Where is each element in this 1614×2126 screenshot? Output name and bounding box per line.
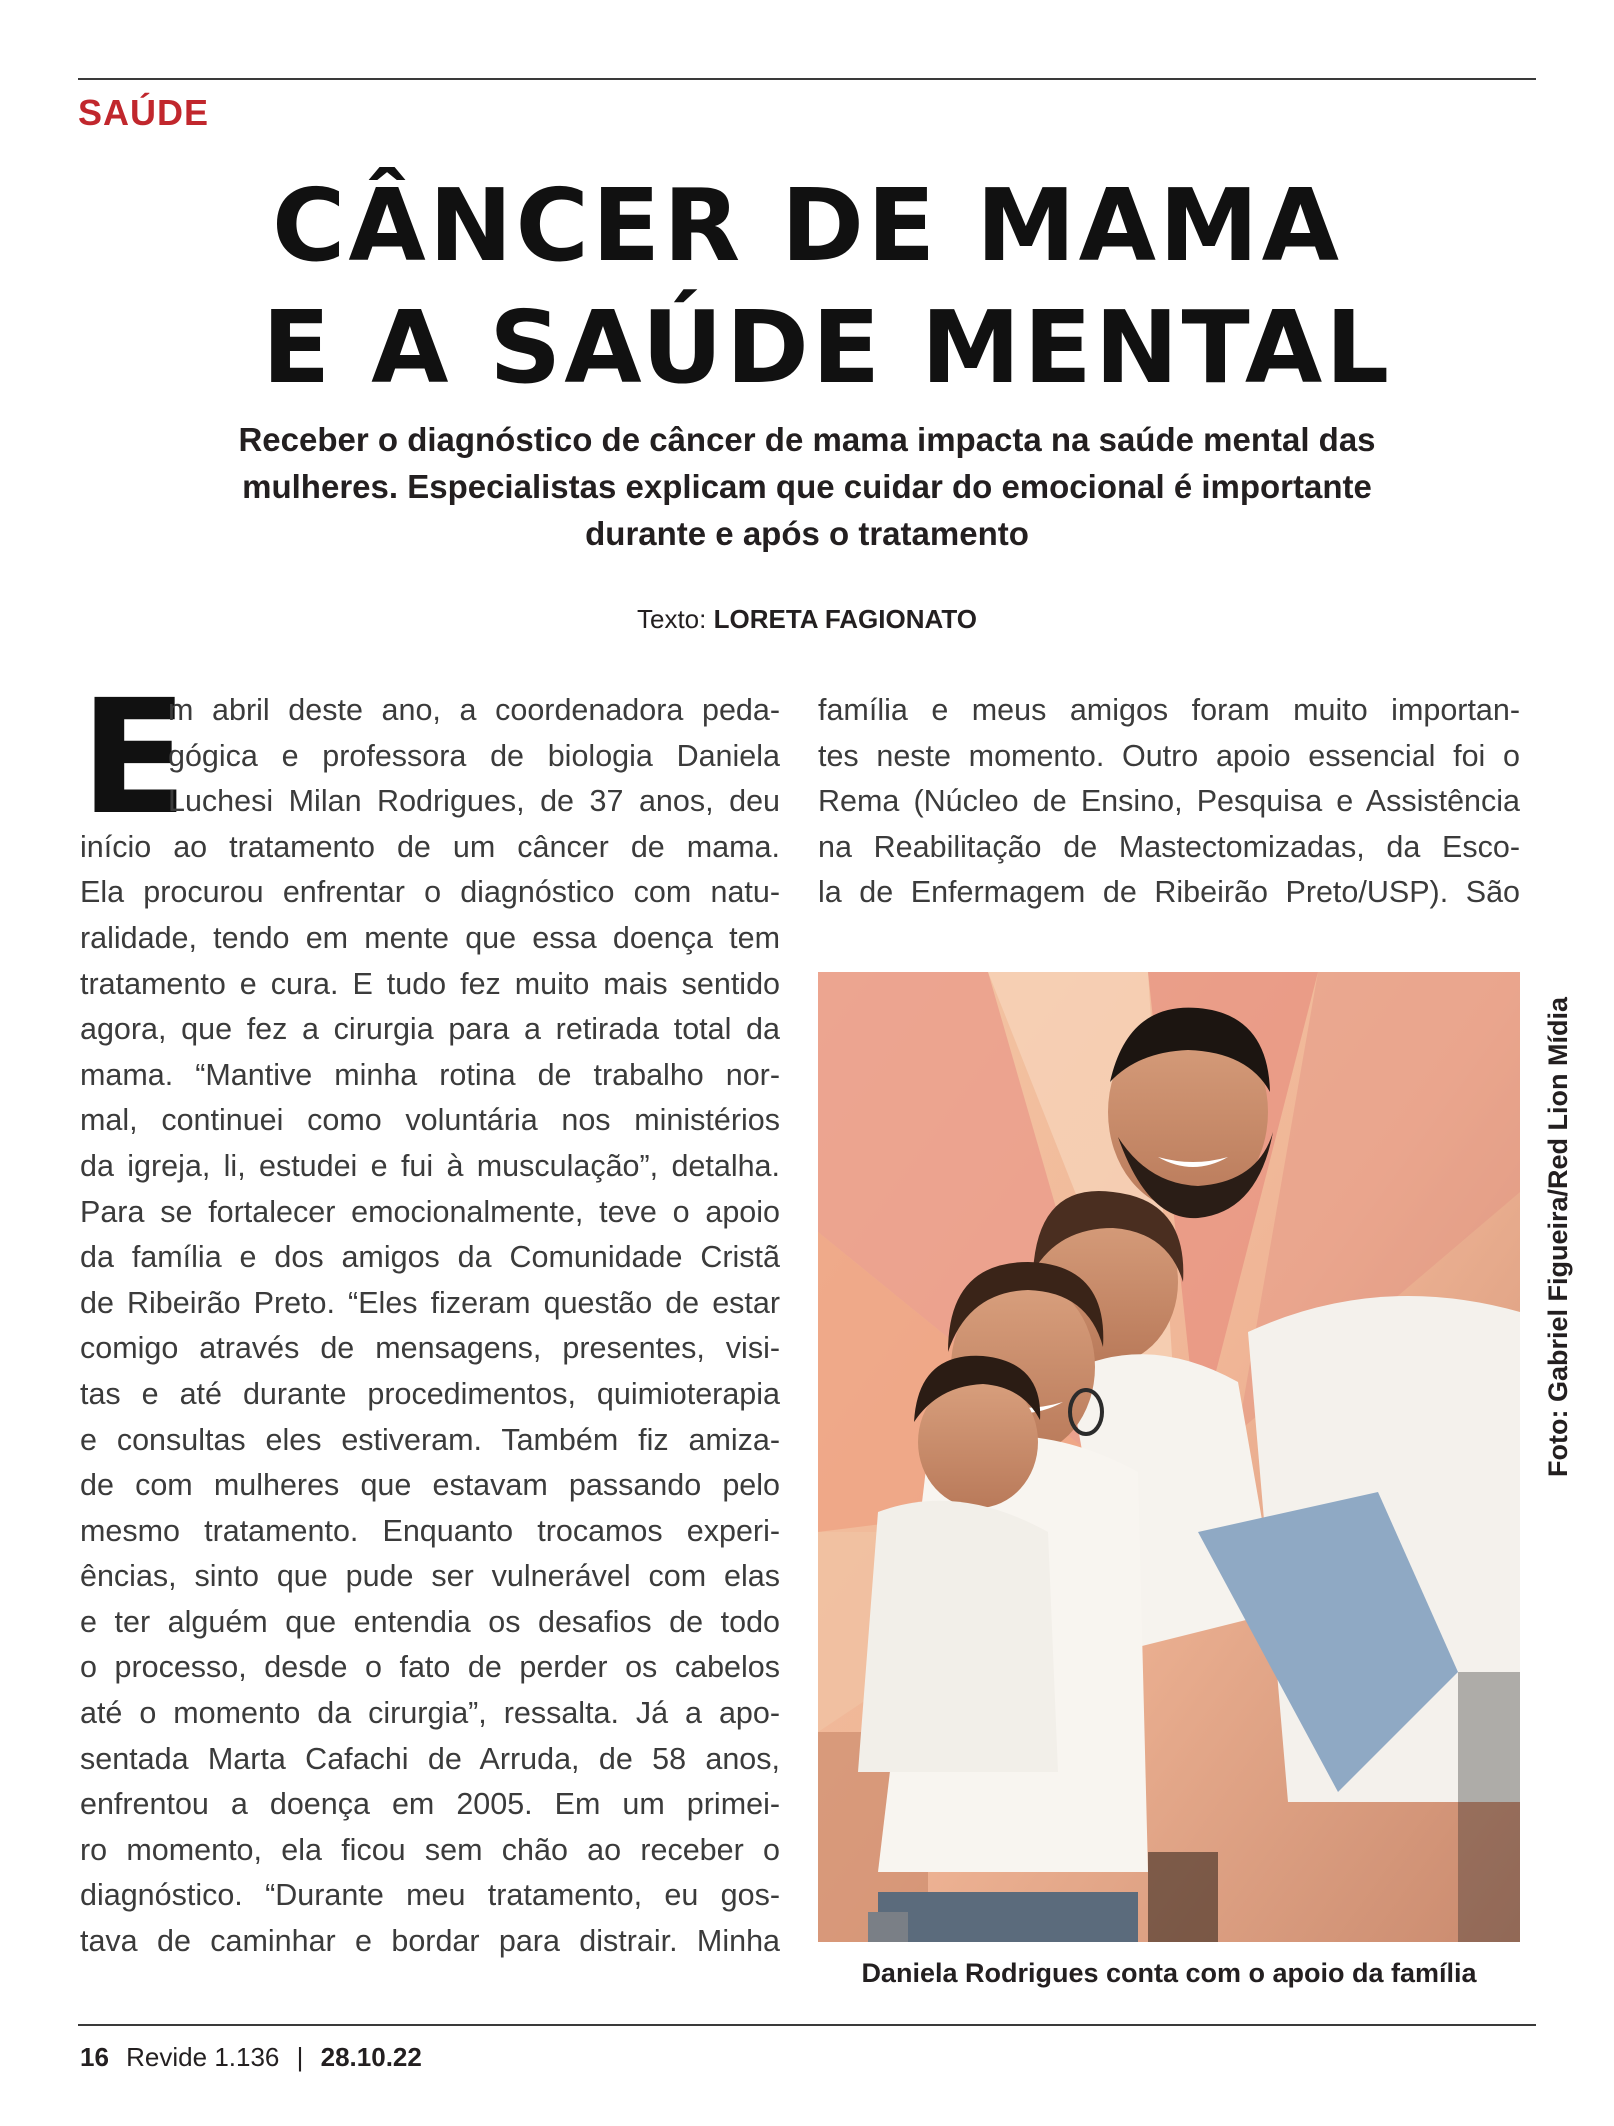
article-dek: Receber o diagnóstico de câncer de mama impacta na saúde mental das mulheres. Especialistas explicam que cuidar do emocional é importante durante e após o tratamento — [238, 421, 1376, 552]
body-line: da igreja, li, estudei e fui à musculação”, detalha. — [80, 1148, 780, 1183]
page-number: 16 — [80, 2042, 109, 2072]
body-line: de com mulheres que estavam passando pelo — [80, 1468, 780, 1503]
body-line: agora, que fez a cirurgia para a retirada total da — [80, 1012, 780, 1047]
drop-cap: E — [80, 666, 188, 850]
body-line: sentada Marta Cafachi de Arruda, de 58 anos, — [80, 1741, 780, 1776]
body-line: la de Enfermagem de Ribeirão Preto/USP). São — [818, 875, 1520, 910]
footer-separator: | — [296, 2042, 304, 2072]
section-label: SAÚDE — [78, 92, 210, 133]
photo-credit-text: Foto: Gabriel Figueira/Red Lion Mídia — [1543, 997, 1573, 1478]
byline-label: Texto: — [637, 604, 707, 634]
family-photo-illustration — [818, 972, 1520, 1942]
top-rule — [78, 78, 1536, 80]
byline-author: LORETA FAGIONATO — [713, 604, 977, 634]
body-line: gógica e professora de biologia Daniela — [168, 738, 780, 773]
body-line: família e meus amigos foram muito importan- — [818, 693, 1520, 727]
body-line: mal, continuei como voluntária nos ministérios — [80, 1103, 780, 1138]
body-line: mesmo tratamento. Enquanto trocamos experi- — [80, 1513, 780, 1548]
issue-date: 28.10.22 — [320, 2042, 422, 2072]
body-line: início ao tratamento de um câncer de mama. — [80, 829, 780, 864]
bottom-rule — [78, 2024, 1536, 2026]
body-line: tes neste momento. Outro apoio essencial foi o — [818, 738, 1520, 773]
body-line: enfrentou a doença em 2005. Em um primei- — [80, 1787, 780, 1822]
body-line: até o momento da cirurgia”, ressalta. Já a apo- — [80, 1696, 780, 1731]
body-line: ralidade, tendo em mente que essa doença tem — [80, 920, 780, 955]
photo-caption: Daniela Rodrigues conta com o apoio da família — [861, 1958, 1477, 1988]
body-line: Para se fortalecer emocionalmente, teve o apoio — [80, 1194, 780, 1229]
family-photo — [818, 972, 1520, 1942]
byline — [0, 604, 1614, 635]
headline — [0, 165, 1614, 409]
body-line: diagnóstico. “Durante meu tratamento, eu gos- — [80, 1878, 780, 1913]
body-line: Rema (Núcleo de Ensino, Pesquisa e Assistência — [818, 784, 1520, 819]
body-line: ro momento, ela ficou sem chão ao receber o — [80, 1832, 780, 1867]
headline-line-2: E A SAÚDE MENTAL — [261, 289, 1393, 406]
body-line: na Reabilitação de Mastectomizadas, da Esco- — [818, 829, 1520, 864]
body-line: de Ribeirão Preto. “Eles fizeram questão de estar — [80, 1285, 780, 1320]
page-footer — [80, 2042, 422, 2073]
body-column-left — [80, 688, 780, 1965]
body-line: tas e até durante procedimentos, quimioterapia — [80, 1376, 780, 1411]
body-line: o processo, desde o fato de perder os cabelos — [80, 1650, 780, 1685]
body-column-right — [818, 688, 1520, 916]
body-line: Luchesi Milan Rodrigues, de 37 anos, deu — [168, 784, 780, 819]
headline-line-1: CÂNCER DE MAMA — [272, 167, 1342, 284]
body-line: m abril deste ano, a coordenadora peda- — [168, 693, 780, 727]
body-line: da família e dos amigos da Comunidade Cristã — [80, 1240, 780, 1275]
body-line: Ela procurou enfrentar o diagnóstico com natu- — [80, 875, 780, 910]
magazine-issue: Revide 1.136 — [126, 2042, 280, 2072]
body-line: e consultas eles estiveram. Também fiz amiza- — [80, 1422, 780, 1457]
photo-credit — [1540, 972, 1578, 1502]
body-line: tratamento e cura. E tudo fez muito mais sentido — [80, 966, 780, 1001]
body-line: mama. “Mantive minha rotina de trabalho nor- — [80, 1057, 780, 1092]
body-line: ências, sinto que pude ser vulnerável com elas — [80, 1559, 780, 1594]
body-line: tava de caminhar e bordar para distrair. Minha — [80, 1924, 780, 1959]
body-line: comigo através de mensagens, presentes, visi- — [80, 1331, 780, 1366]
body-line: e ter alguém que entendia os desafios de todo — [80, 1604, 780, 1639]
